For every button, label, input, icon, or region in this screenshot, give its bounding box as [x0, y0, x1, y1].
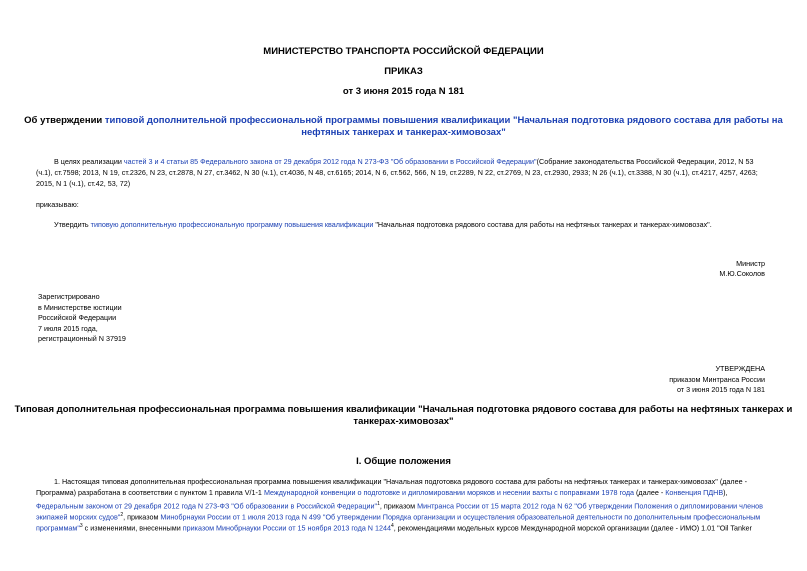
- approved-block: [669, 364, 765, 396]
- preamble-line-3: 2015, N 1 (ч.1), ст.42, 53, 72): [36, 179, 131, 188]
- orders-word: приказываю:: [36, 200, 79, 209]
- approve-paragraph: [54, 220, 770, 231]
- approve-intro: Утвердить: [54, 220, 91, 229]
- approved-by: приказом Минтранса России: [669, 374, 765, 384]
- para1-text: , приказом: [379, 501, 418, 511]
- para1-text: Программа) разработана в соответствии с пунктом 1 правила V/1-1: [36, 488, 264, 497]
- registration-line: 7 июля 2015 года,: [38, 323, 98, 333]
- para1-line-1: [36, 477, 770, 488]
- mintrans-order-link[interactable]: Минтранса России от 15 марта 2012 года N 62 "Об утверждении Положения о дипломировании членов: [417, 501, 763, 511]
- para1-text: , приказом: [123, 512, 161, 522]
- para1-text: 1. Настоящая типовая дополнительная профессиональная программа повышения квалификации "Начальная подготовка рядового состава для работы на нефтяных танкерах и танкерах-химовозах" (далее -: [54, 477, 747, 486]
- registration-line: в Министерстве юстиции: [38, 302, 122, 312]
- footnote-mark[interactable]: 1: [377, 501, 380, 507]
- title-link[interactable]: типовой дополнительной профессиональной программы повышения квалификации "Начальная подготовка рядового состава для работы на: [104, 115, 783, 126]
- order-heading: ПРИКАЗ: [384, 66, 423, 77]
- stcw-short-link[interactable]: Конвенция ПДНВ: [665, 488, 724, 497]
- minobr-1244-link[interactable]: приказом Минобрнауки России от 15 ноября 2013 года N 1244: [182, 523, 391, 533]
- preamble-line-1: [36, 157, 770, 168]
- signature-name: М.Ю.Соколов: [719, 269, 765, 278]
- para1-text: , рекомендациями модельных курсов Международной морской организации (далее - ИМО) 1.01 "Oil Tanker: [393, 523, 752, 533]
- preamble-rest: (Собрание законодательства Российской Федерации, 2012, N 53: [536, 157, 754, 166]
- registration-line: Российской Федерации: [38, 313, 117, 322]
- para1-text: ),: [723, 488, 728, 497]
- document-title-line-2[interactable]: нефтяных танкерах и танкерах-химовозах": [301, 127, 506, 138]
- para1-line-2: [36, 488, 770, 499]
- stcw-link[interactable]: Международной конвенции о подготовке и дипломировании моряков и несении вахты с поправками 1978 года: [263, 488, 635, 497]
- preamble-intro: В целях реализации: [54, 157, 124, 166]
- approve-rest: "Начальная подготовка рядового состава для работы на нефтяных танкерах и танкерах-химовозах".: [373, 220, 712, 229]
- section-heading: I. Общие положения: [356, 456, 451, 467]
- minobr-order-link-cont[interactable]: программам": [36, 523, 80, 533]
- approved-word: УТВЕРЖДЕНА: [715, 364, 765, 373]
- approved-date: от 3 июня 2015 года N 181: [676, 385, 765, 394]
- registration-line: регистрационный N 37919: [38, 334, 126, 343]
- program-title-line-2: танкерах-химовозах": [353, 416, 454, 427]
- education-law-link[interactable]: Федеральным законом от 29 декабря 2012 года N 273-ФЗ "Об образовании в Российской Федерации": [36, 501, 378, 511]
- order-date: от 3 июня 2015 года N 181: [342, 86, 465, 97]
- title-prefix: Об утверждении: [24, 115, 105, 126]
- program-link[interactable]: типовую дополнительную профессиональную программу повышения квалификации: [90, 220, 374, 229]
- para1-text: с изменениями, внесенными: [82, 523, 183, 533]
- ministry-heading: МИНИСТЕРСТВО ТРАНСПОРТА РОССИЙСКОЙ ФЕДЕРАЦИИ: [263, 46, 544, 57]
- footnote-mark[interactable]: 4: [391, 523, 394, 529]
- para1-line-5: [36, 521, 770, 534]
- footnote-mark[interactable]: 2: [120, 512, 124, 518]
- signature-position: Министр: [736, 259, 765, 268]
- document-title-line-1: [0, 115, 807, 127]
- minobr-order-link[interactable]: Минобрнауки России от 1 июля 2013 года N 499 "Об утверждении Порядка организации и осуществления образовательной деятельности по дополнительным профессиональным: [160, 512, 761, 522]
- registration-block: [38, 292, 126, 345]
- mintrans-order-link-cont[interactable]: экипажей морских судов": [36, 512, 121, 522]
- para1-text: (далее -: [634, 488, 666, 497]
- law-link[interactable]: частей 3 и 4 статьи 85 Федерального закона от 29 декабря 2012 года N 273-ФЗ "Об образовании в Российской Федерации": [123, 157, 537, 166]
- preamble-line-2: (ч.1), ст.7598; 2013, N 19, ст.2326, N 23, ст.2878, N 27, ст.3462, N 30 (ч.1), ст.4036, N 48, ст.6165; 2014, N 6, ст.562, 566, N 19, ст.2289, N 22, ст.2769, N 23, ст.2930, 2933; N 26 (ч.1), ст.3388, N 30 (ч.1), ст.4217, 4257, 4263;: [36, 168, 758, 177]
- program-title-line-1: Типовая дополнительная профессиональная программа повышения квалификации "Начальная подготовка рядового состава для работы на нефтяных танкерах и: [14, 404, 793, 415]
- footnote-mark[interactable]: 3: [79, 523, 83, 529]
- registration-line: Зарегистрировано: [38, 292, 100, 301]
